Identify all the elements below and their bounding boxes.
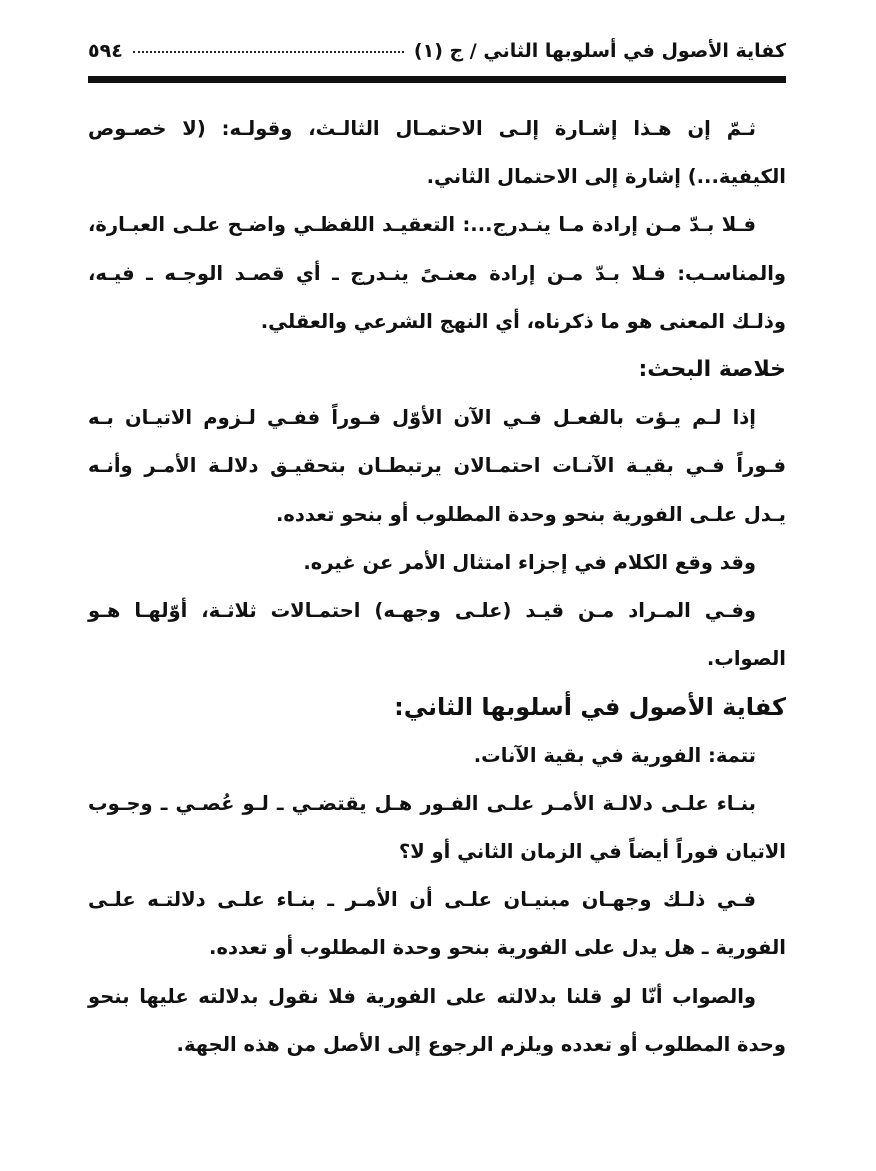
paragraph-2-text: التعقيـد اللفظـي واضـح علـى العبـارة، والمناسـب: فـلا بـدّ مـن إرادة معنـىً ينـدرج ـ أي قصـد الوجـه ـ فيـه، وذلـك المعنى هو ما ذكرناه، أي النهج الشرعي والعقلي. (88, 213, 786, 333)
header-rule (88, 76, 786, 83)
page-body (88, 105, 786, 1069)
paragraph-7: فـي ذلـك وجهـان مبنيـان علـى أن الأمـر ـ بنـاء علـى دلالتـه علـى الفورية ـ هل يدل على الفورية بنحو وحدة المطلوب أو تعدده. (88, 888, 786, 960)
paragraph-2-lead: فـلا بـدّ مـن إرادة مـا ينـدرج...: (462, 213, 756, 237)
paragraph-1: ثـمّ إن هـذا إشـارة إلـى الاحتمـال الثالـث، وقولـه: (لا خصـوص الكيفية...) إشارة إلى الاحتمال الثاني. (88, 117, 786, 189)
heading-summary: خلاصة البحث: (638, 357, 786, 383)
page-number: ٥٩٤ (88, 40, 123, 62)
running-title: كفاية الأصول في أسلوبها الثاني / ج (١) (413, 40, 786, 62)
page-header (88, 26, 786, 76)
paragraph-8: والصواب أنّا لو قلنا بدلالته على الفورية فلا نقول بدلالته عليها بنحو وحدة المطلوب أو تعدده ويلزم الرجوع إلى الأصل من هذه الجهة. (88, 984, 786, 1056)
leader-dots (133, 50, 404, 53)
heading-tatimma: تتمة: الفورية في بقية الآنات. (473, 743, 756, 767)
paragraph-5: وفـي المـراد مـن قيـد (علـى وجهـه) احتمـالات ثلاثـة، أوّلهـا هـو الصواب. (88, 599, 786, 671)
heading-kifaya: كفاية الأصول في أسلوبها الثاني: (394, 693, 786, 722)
paragraph-4: وقد وقع الكلام في إجزاء امتثال الأمر عن غيره. (303, 550, 756, 574)
paragraph-3: إذا لـم يـؤت بالفعـل فـي الآن الأوّل فـوراً ففـي لـزوم الاتيـان بـه فـوراً فـي بقيـة الآنـات احتمـالان يرتبطـان بتحقيـق دلالـة الأمـر وأنـه يـدل علـى الفورية بنحو وحدة المطلوب أو بنحو تعدده. (88, 406, 786, 526)
paragraph-6: بنـاء علـى دلالـة الأمـر علـى الفـور هـل يقتضـي ـ لـو عُصـي ـ وجـوب الاتيان فوراً أيضاً في الزمان الثاني أو لا؟ (88, 791, 786, 864)
paragraph-2 (88, 201, 786, 346)
